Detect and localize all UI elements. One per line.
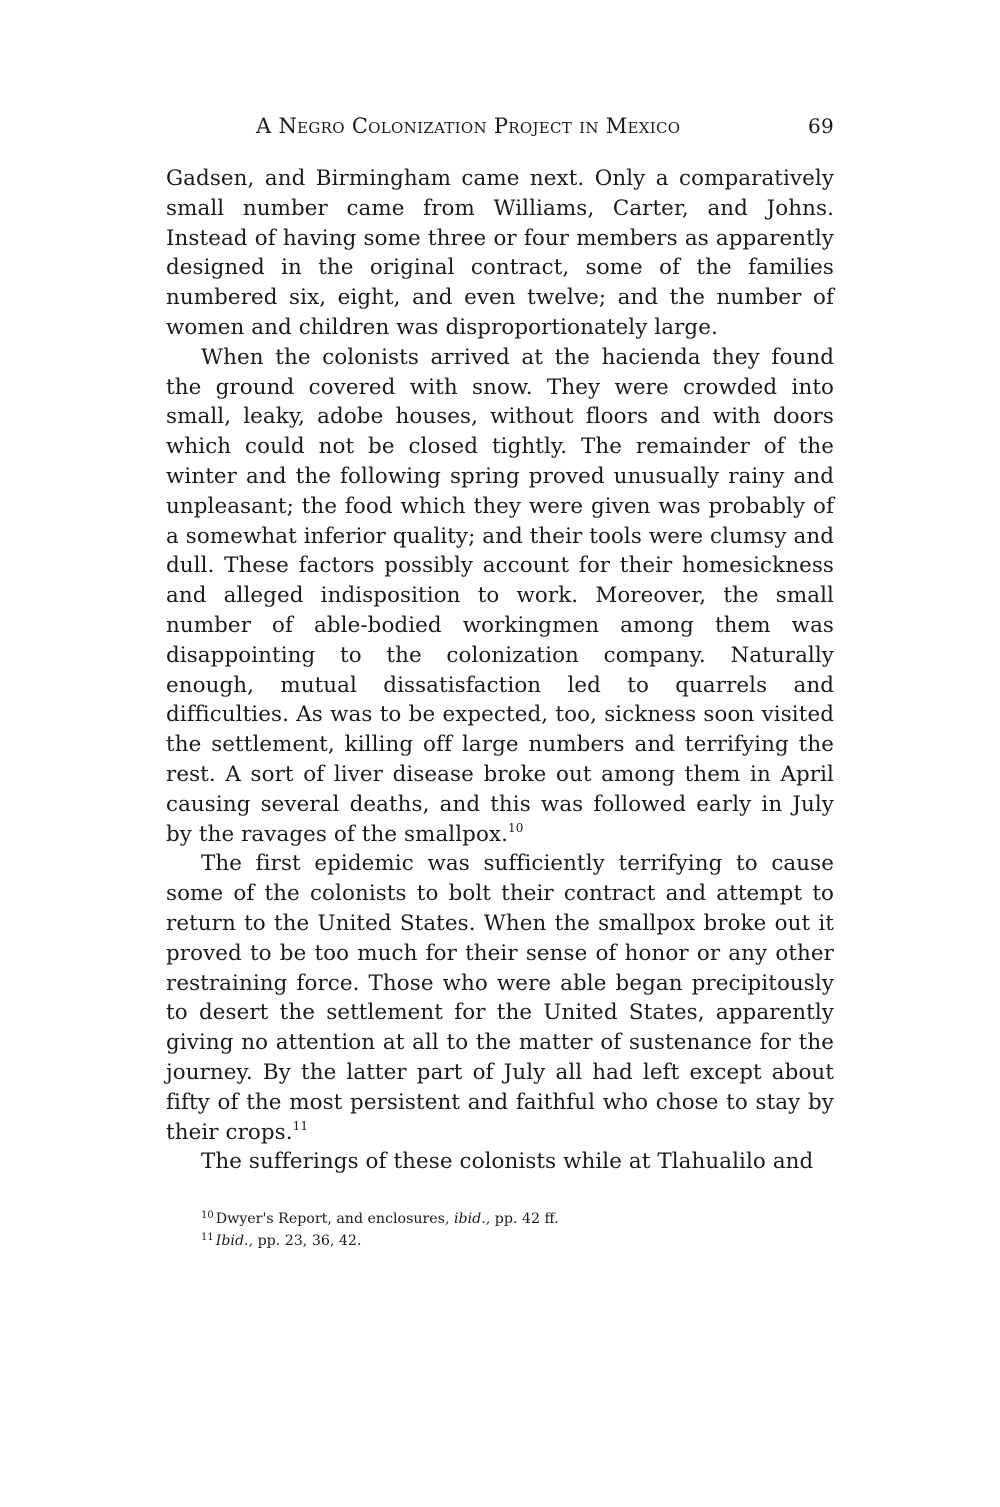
paragraph-2 bbox=[166, 343, 834, 850]
footnote-11 bbox=[166, 1230, 834, 1252]
footnote-text-end: pp. 42 ff. bbox=[490, 1211, 559, 1227]
footnote-ref-10[interactable]: 10 bbox=[508, 820, 524, 835]
footnote-number: 11 bbox=[201, 1232, 214, 1243]
running-head-title: A Negro Colonization Project in Mexico bbox=[256, 114, 681, 138]
page-number: 69 bbox=[807, 114, 834, 138]
footnote-text-end: pp. 23, 36, 42. bbox=[253, 1233, 362, 1249]
footnote-italic: ibid., bbox=[454, 1211, 491, 1227]
footnotes bbox=[166, 1208, 834, 1252]
footnote-italic: Ibid., bbox=[215, 1233, 254, 1249]
footnote-ref-11[interactable]: 11 bbox=[292, 1118, 309, 1133]
footnote-number: 10 bbox=[201, 1210, 214, 1221]
body-text bbox=[166, 164, 834, 1177]
footnote-text: Dwyer's Report, and enclosures, bbox=[215, 1211, 454, 1227]
paragraph-2-text: When the colonists arrived at the hacienda they found the ground covered with snow. They were crowded into small, leaky, adobe houses, without floors and with doors which could not be closed tightly. The remainder of the winter and the following spring proved unusually rainy and unpleasant; the food which they were given was probably of a somewhat inferior quality; and their tools were clumsy and dull. These factors possibly account for their homesickness and alleged indisposition to work. Moreover, the small number of able-bodied workingmen among them was disappointing to the colonization company. Naturally enough, mutual dissatisfaction led to quarrels and difficulties. As was to be expected, too, sickness soon visited the settlement, killing off large numbers and terrifying the rest. A sort of liver disease broke out among them in April causing several deaths, and this was followed early in July by the ravages of the smallpox. bbox=[166, 344, 834, 847]
paragraph-3-text: The first epidemic was sufficiently terrifying to cause some of the colonists to bolt their contract and attempt to return to the United States. When the smallpox broke out it proved to be too much for their sense of honor or any other restraining force. Those who were able began precipitously to desert the settlement for the United States, apparently giving no attention at all to the matter of sustenance for the journey. By the latter part of July all had left except about fifty of the most persistent and faithful who chose to stay by their crops. bbox=[166, 851, 834, 1145]
paragraph-4 bbox=[166, 1147, 834, 1177]
paragraph-1-text: Gadsen, and Birmingham came next. Only a comparatively small number came from Williams, Carter, and Johns. Instead of having some three or four members as apparently designed in the original contract, some of the families numbered six, eight, and even twelve; and the number of women and children was disproportionately large. bbox=[166, 166, 834, 340]
paragraph-4-text: The sufferings of these colonists while at Tlahualilo and bbox=[201, 1149, 814, 1175]
footnote-10 bbox=[166, 1208, 834, 1230]
paragraph-1 bbox=[166, 164, 834, 343]
paragraph-3 bbox=[166, 849, 834, 1147]
